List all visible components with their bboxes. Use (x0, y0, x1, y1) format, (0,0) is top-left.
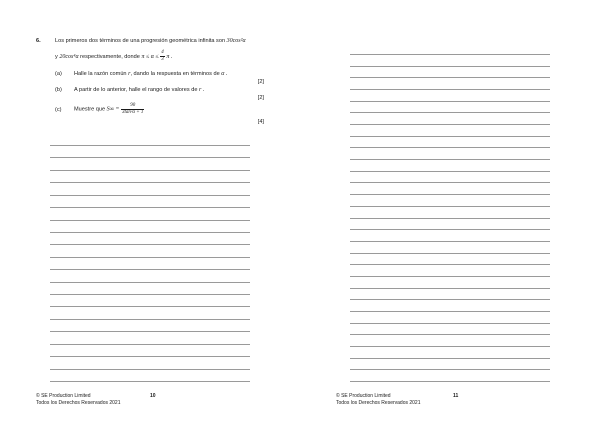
answer-line (350, 182, 550, 183)
answer-line (350, 369, 550, 370)
answer-lines-left (50, 145, 250, 381)
answer-line (350, 334, 550, 335)
answer-line (50, 207, 250, 208)
answer-line (350, 194, 550, 195)
answer-line (50, 356, 250, 357)
part-c-marks: [4] (257, 119, 264, 125)
answer-line (50, 257, 250, 258)
answer-line (350, 54, 550, 55)
page-number-left: 10 (150, 393, 156, 399)
answer-line (350, 171, 550, 172)
answer-line (50, 232, 250, 233)
answer-line (350, 264, 550, 265)
answer-line (350, 206, 550, 207)
answer-line (50, 319, 250, 320)
answer-line (350, 288, 550, 289)
answer-line (350, 112, 550, 113)
answer-line (350, 124, 550, 125)
answer-line (50, 157, 250, 158)
answer-lines-right (350, 54, 550, 381)
answer-line (350, 77, 550, 78)
answer-line (350, 346, 550, 347)
answer-line (50, 244, 250, 245)
answer-line (50, 306, 250, 307)
answer-line (350, 159, 550, 160)
part-c-label: (c) (55, 107, 62, 113)
answer-line (350, 229, 550, 230)
answer-line (350, 381, 550, 382)
part-a-label: (a) (55, 71, 62, 77)
answer-line (350, 323, 550, 324)
answer-line (350, 101, 550, 102)
answer-line (50, 182, 250, 183)
answer-line (50, 145, 250, 146)
question-number: 6. (36, 38, 41, 44)
answer-line (350, 89, 550, 90)
answer-line (50, 282, 250, 283)
right-page (300, 0, 600, 424)
part-b-label: (b) (55, 87, 62, 93)
question-stem-line-2: y 20cos⁴α respectivamente, donde π ≤ α ≤ $\frac{4}{3}$ π . (55, 50, 173, 62)
copyright-footer-right: © SE Production Limited Todos los Derechos Reservados 2021 (336, 393, 421, 406)
stem-term-2: 20cos⁴α (59, 53, 79, 60)
answer-line (50, 369, 250, 370)
part-a-text: Halle la razón común r, dando la respuesta en términos de α . (74, 71, 228, 77)
answer-line (350, 147, 550, 148)
page-number-right: 11 (453, 393, 459, 399)
part-c-text: Muestre que S∞ = $\frac{90}{\text{3tan²α + 1}}$ (74, 103, 144, 115)
answer-line (50, 381, 250, 382)
answer-line (50, 294, 250, 295)
answer-line (350, 136, 550, 137)
answer-line (350, 253, 550, 254)
question-stem-line-1: Los primeros dos términos de una progresión geométrica infinita son 30cos²α (55, 38, 246, 44)
part-b-marks: [2] (257, 95, 264, 101)
answer-line (50, 269, 250, 270)
part-c-fraction: $\frac{90}{\text{3tan²α + 1}}$ (122, 103, 144, 115)
answer-line (350, 311, 550, 312)
part-b-text: A partir de lo anterior, halle el rango de valores de r . (74, 87, 205, 93)
stem-term-1: 30cos²α (226, 38, 246, 44)
answer-line (350, 299, 550, 300)
answer-line (350, 358, 550, 359)
answer-line (350, 66, 550, 67)
stem-fraction: $\frac{4}{3}$ (161, 50, 164, 62)
answer-line (50, 170, 250, 171)
answer-line (50, 195, 250, 196)
copyright-footer-left: © SE Production Limited Todos los Derechos Reservados 2021 (36, 393, 121, 406)
answer-line (350, 218, 550, 219)
answer-line (50, 220, 250, 221)
answer-line (50, 344, 250, 345)
answer-line (50, 331, 250, 332)
answer-line (350, 241, 550, 242)
part-a-marks: [2] (257, 79, 264, 85)
answer-line (350, 276, 550, 277)
